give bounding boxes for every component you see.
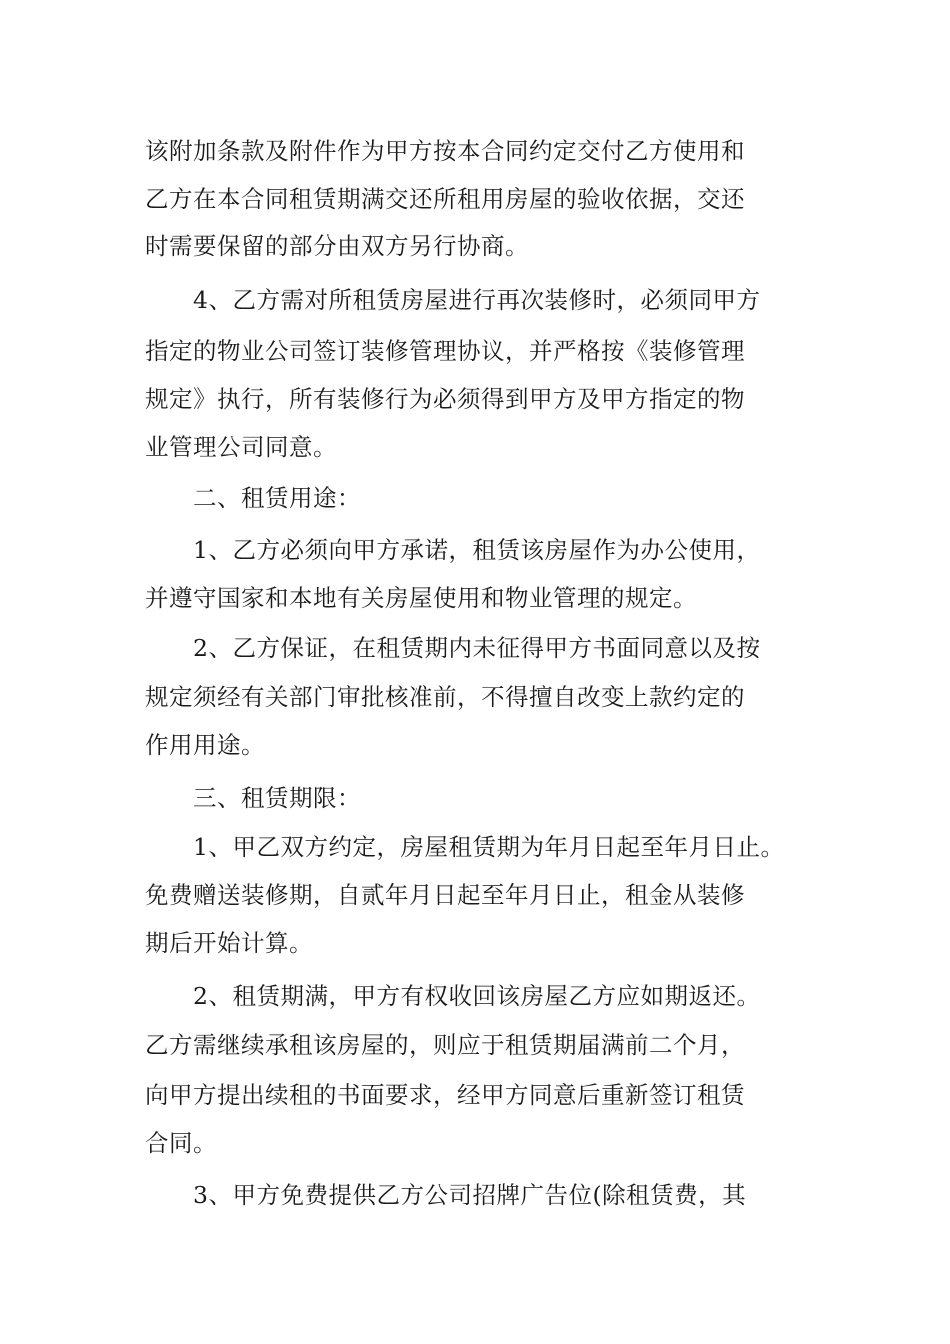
- text-line: 合同。: [145, 1129, 217, 1157]
- text-line: 2、租赁期满，甲方有权收回该房屋乙方应如期返还。: [193, 982, 761, 1010]
- text-line: 1、乙方必须向甲方承诺，租赁该房屋作为办公使用，: [193, 536, 761, 564]
- text-line: 规定须经有关部门审批核准前，不得擅自改变上款约定的: [145, 683, 745, 711]
- text-line: 该附加条款及附件作为甲方按本合同约定交付乙方使用和: [145, 137, 745, 165]
- section-heading: 二、租赁用途：: [193, 484, 361, 512]
- section-heading: 三、租赁期限：: [193, 784, 361, 812]
- text-line: 免费赠送装修期，自贰年月日起至年月日止，租金从装修: [145, 881, 745, 909]
- text-line: 1、甲乙双方约定，房屋租赁期为年月日起至年月日止。: [193, 833, 785, 861]
- text-line: 3、甲方免费提供乙方公司招牌广告位(除租赁费，其: [193, 1181, 747, 1209]
- text-line: 并遵守国家和本地有关房屋使用和物业管理的规定。: [145, 584, 697, 612]
- text-line: 4、乙方需对所租赁房屋进行再次装修时，必须同甲方: [193, 286, 761, 314]
- text-line: 规定》执行，所有装修行为必须得到甲方及甲方指定的物: [145, 385, 745, 413]
- text-line: 乙方在本合同租赁期满交还所租用房屋的验收依据，交还: [145, 185, 745, 213]
- text-line: 向甲方提出续租的书面要求，经甲方同意后重新签订租赁: [145, 1081, 745, 1109]
- text-line: 乙方需继续承租该房屋的，则应于租赁期届满前二个月，: [145, 1031, 745, 1059]
- text-line: 业管理公司同意。: [145, 433, 337, 461]
- text-line: 时需要保留的部分由双方另行协商。: [145, 232, 529, 260]
- text-line: 作用用途。: [145, 731, 265, 759]
- text-line: 2、乙方保证，在租赁期内未征得甲方书面同意以及按: [193, 634, 761, 662]
- text-line: 指定的物业公司签订装修管理协议，并严格按《装修管理: [145, 337, 745, 365]
- text-line: 期后开始计算。: [145, 929, 313, 957]
